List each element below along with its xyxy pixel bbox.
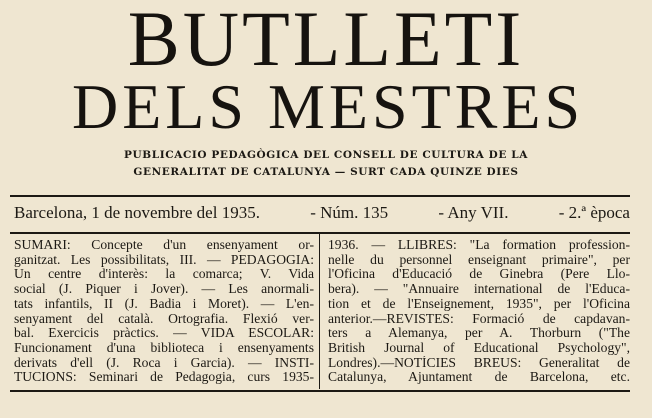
top-rule: [10, 195, 630, 197]
summary-line: bal. Exercicis pràctics. — VIDA ESCOLAR:: [14, 326, 314, 341]
masthead-title-line2: DELS MESTRES: [71, 71, 585, 142]
dateline: [14, 203, 630, 223]
summary-line: nelle du personnel enseignant primaire", per: [328, 252, 630, 267]
summary-line: derivats d'ell (J. Roca i Garcia). — INSTI-: [14, 355, 314, 370]
summary-column-left: [14, 238, 314, 385]
masthead-subtitle-line1: PUBLICACIO PEDAGÒGICA DEL CONSELL DE CULTURA DE LA: [124, 149, 528, 161]
summary-line: social (J. Piquer i Jover). — Les anormali-: [14, 282, 314, 297]
dateline-year: - Any VII.: [438, 203, 509, 222]
summary-line: Catalunya, Ajuntament de Barcelona, etc.: [328, 370, 630, 385]
summary-line: TUCIONS: Seminari de Pedagogia, curs 1935-: [14, 370, 314, 385]
summary-line: Funcionament d'una biblioteca i ensenyaments: [14, 340, 314, 355]
middle-rule: [10, 232, 630, 234]
summary-line: ters a Alemanya, per A. Thorburn ("The: [328, 326, 630, 341]
summary-line: ganitzat. Les possibilitats, III. — PEDAGOGIA:: [14, 252, 314, 267]
summary-line: British Journal of Educational Psychology",: [328, 340, 630, 355]
summary-line: tion et de l'Enseignement, 1935", per l'Oficina: [328, 296, 630, 311]
summary-line: l'Oficina d'Educació de Ginebra (Pere Llo-: [328, 267, 630, 282]
dateline-number: - Núm. 135: [310, 203, 389, 222]
summary-line: bera). — "Annuaire international de l'Educa-: [328, 282, 630, 297]
masthead-title-line1: BUTLLETI: [127, 0, 525, 82]
summary-line: senyament del català. Ortografia. Flexió ver-: [14, 311, 314, 326]
column-divider: [319, 234, 320, 389]
summary-column-right: [328, 238, 630, 385]
summary-line: Londres).—NOTÍCIES BREUS: Generalitat de: [328, 355, 630, 370]
dateline-epoch: - 2.ª època: [558, 203, 630, 222]
summary-line: 1936. — LLIBRES: "La formation profession-: [328, 238, 630, 252]
summary-line: tats infantils, II (J. Badia i Moret). — L'en-: [14, 296, 314, 311]
dateline-date: Barcelona, 1 de novembre del 1935.: [14, 203, 260, 222]
bottom-rule: [10, 390, 630, 392]
summary-line: SUMARI: Concepte d'un ensenyament or-: [14, 238, 314, 252]
summary-line: Un centre d'interès: la comarca; V. Vida: [14, 267, 314, 282]
masthead-subtitle-line2: GENERALITAT DE CATALUNYA — SURT CADA QUINZE DIES: [133, 166, 519, 178]
summary-line: anterior.—REVISTES: Formació de capdavan-: [328, 311, 630, 326]
